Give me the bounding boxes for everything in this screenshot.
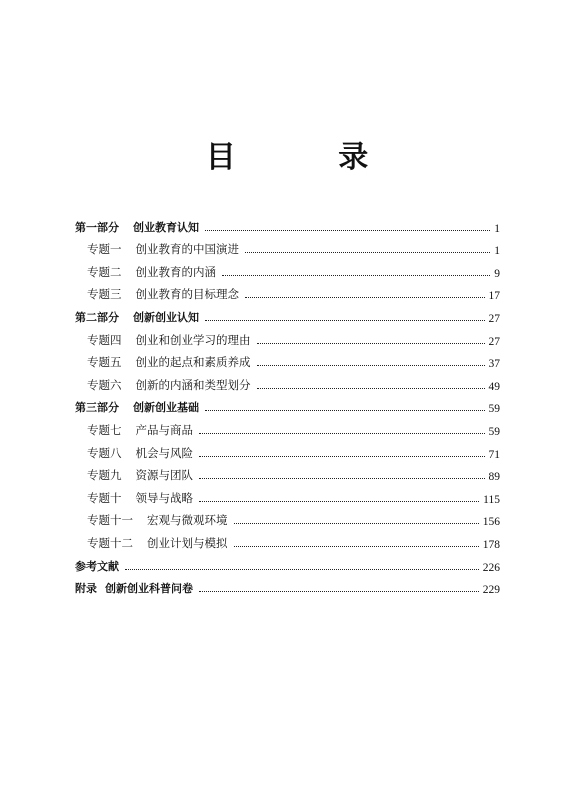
toc-page-number: 229: [482, 584, 500, 597]
dot-leader: [199, 433, 485, 434]
toc-page-number: 59: [488, 403, 500, 416]
toc-topic-row[interactable]: [75, 257, 500, 280]
toc-page-number: 71: [488, 448, 500, 461]
toc-page-number: 226: [482, 561, 500, 574]
dot-leader: [245, 297, 485, 298]
toc-part-row[interactable]: [75, 302, 500, 325]
page-title: 目 录: [205, 140, 415, 175]
toc-topic-row[interactable]: [75, 461, 500, 484]
dot-leader: [199, 501, 479, 502]
toc-part-row[interactable]: [75, 574, 500, 597]
dot-leader: [199, 456, 485, 457]
toc-topic-row[interactable]: [75, 506, 500, 529]
toc-entry-title: 创新创业科普问卷: [105, 582, 193, 596]
toc-page-number: 27: [488, 312, 500, 325]
toc-page-number: 49: [488, 380, 500, 393]
toc-topic-row[interactable]: [75, 280, 500, 303]
toc-page-number: 17: [488, 290, 500, 303]
toc-entry-title: 创业教育的内涵: [135, 264, 216, 279]
toc-topic-row[interactable]: [75, 235, 500, 258]
toc-entry-number: 专题三: [87, 287, 122, 302]
toc-page-number: 27: [488, 335, 500, 348]
toc-entry-title: 创业教育认知: [133, 220, 199, 234]
toc-topic-row[interactable]: [75, 528, 500, 551]
toc-entry-title: 领导与战略: [135, 490, 193, 505]
toc-page-number: 115: [483, 493, 500, 506]
toc-entry-number: 第一部分: [75, 220, 119, 234]
dot-leader: [257, 365, 485, 366]
toc-entry-number: 专题十二: [87, 535, 133, 550]
dot-leader: [257, 343, 485, 344]
toc-entry-number: 专题一: [87, 242, 122, 257]
toc-page-number: 1: [494, 245, 500, 258]
toc-entry-title: 创新创业基础: [133, 401, 199, 415]
toc-entry-title: 创新的内涵和类型划分: [135, 377, 251, 392]
dot-leader: [257, 388, 485, 389]
toc-topic-row[interactable]: [75, 438, 500, 461]
toc-topic-row[interactable]: [75, 415, 500, 438]
toc-entry-title: 创业教育的目标理念: [135, 287, 239, 302]
toc-entry-title: 资源与团队: [135, 468, 193, 483]
toc-page-number: 1: [494, 222, 500, 235]
dot-leader: [234, 523, 479, 524]
toc-entry-number: 专题四: [87, 332, 122, 347]
toc-entry-number: 专题十: [87, 490, 122, 505]
toc-page-number: 9: [494, 267, 500, 280]
dot-leader: [205, 410, 485, 411]
toc-topic-row[interactable]: [75, 348, 500, 371]
toc-entry-title: 创业的起点和素质养成: [135, 355, 251, 370]
toc-part-row[interactable]: [75, 393, 500, 416]
toc-page-number: 156: [482, 516, 500, 529]
toc-part-row[interactable]: [75, 212, 500, 235]
toc-topic-row[interactable]: [75, 325, 500, 348]
toc-page-number: 37: [488, 358, 500, 371]
table-of-contents: [75, 212, 500, 596]
toc-entry-number: 第二部分: [75, 310, 119, 324]
toc-entry-number: 参考文献: [75, 559, 119, 573]
toc-entry-number: 专题八: [87, 445, 122, 460]
dot-leader: [222, 275, 490, 276]
toc-entry-number: 专题七: [87, 422, 122, 437]
toc-entry-title: 创业计划与模拟: [147, 535, 228, 550]
toc-entry-title: 创新创业认知: [133, 310, 199, 324]
toc-entry-number: 专题五: [87, 355, 122, 370]
dot-leader: [205, 230, 490, 231]
toc-topic-row[interactable]: [75, 483, 500, 506]
dot-leader: [234, 546, 479, 547]
toc-entry-title: 创业教育的中国演进: [135, 242, 239, 257]
dot-leader: [125, 569, 479, 570]
toc-entry-number: 第三部分: [75, 401, 119, 415]
toc-entry-title: 宏观与微观环境: [147, 513, 228, 528]
toc-entry-title: 产品与商品: [135, 422, 193, 437]
toc-page-number: 178: [482, 538, 500, 551]
toc-entry-title: 机会与风险: [135, 445, 193, 460]
toc-entry-number: 附录: [75, 582, 97, 596]
toc-entry-number: 专题九: [87, 468, 122, 483]
dot-leader: [199, 478, 485, 479]
toc-entry-title: 创业和创业学习的理由: [135, 332, 251, 347]
dot-leader: [199, 591, 479, 592]
toc-topic-row[interactable]: [75, 370, 500, 393]
toc-part-row[interactable]: [75, 551, 500, 574]
toc-entry-number: 专题六: [87, 377, 122, 392]
toc-entry-number: 专题二: [87, 264, 122, 279]
toc-page-number: 89: [488, 471, 500, 484]
dot-leader: [245, 252, 490, 253]
dot-leader: [205, 320, 485, 321]
toc-page-number: 59: [488, 425, 500, 438]
toc-entry-number: 专题十一: [87, 513, 133, 528]
